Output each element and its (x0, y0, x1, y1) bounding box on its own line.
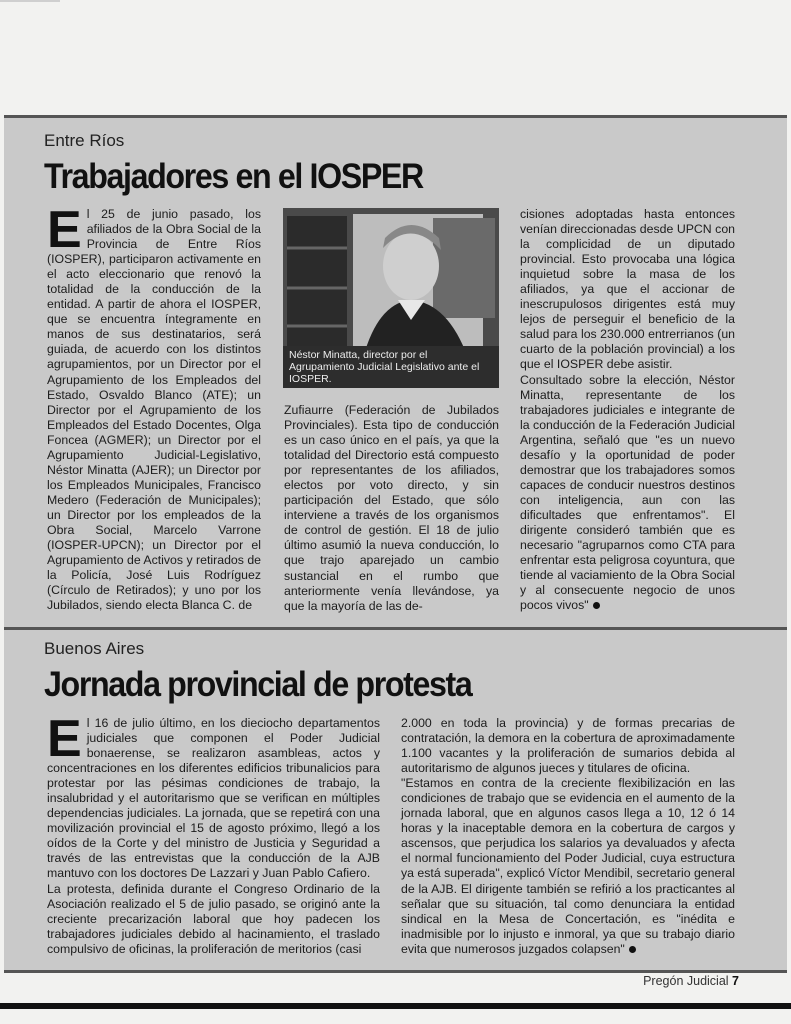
article1-col3-paragraph-1: cisiones adoptadas hasta entonces venían direccionadas desde UPCN con la complicidad de un diputado provincial. Esto provocaba una lógica inquietud sobre la masa de los afiliados, ya que el accionar de inescrupulosos dirigentes está muy lejos de perseguir el beneficio de la salud para los 230.000 entrerrianos (un cuarto de la población provincial) a los que el IOSPER debe asistir. (520, 207, 735, 372)
article2-headline: Jornada provincial de protesta (44, 665, 472, 704)
article1-headline: Trabajadores en el IOSPER (44, 157, 423, 196)
scan-edge-bar (0, 1003, 791, 1009)
publication-name: Pregón Judicial (643, 974, 729, 988)
article1-col2-text: Zufiaurre (Federación de Jubilados Provinciales). Esta tipo de conducción es un caso único en el país, ya que la totalidad del Directorio está compuesto por representantes de los afiliados, electos por voto directo, y sin participación del Estado, que sólo interviene a través de los organismos de control de gestión. El 18 de julio último asumió la nueva conducción, lo que trajo aparejado un cambio sustancial en el rumbo que anteriormente venía llevándose, ya que la mayoría de las de- (284, 403, 499, 613)
article1-column-3 (520, 207, 735, 613)
article2-column-1 (47, 710, 380, 957)
article1-photo (283, 208, 499, 388)
page-number: 7 (732, 974, 739, 988)
article1-column-2 (284, 403, 499, 614)
article1-col3-paragraph-2: Consultado sobre la elección, Néstor Minatta, representante de los trabajadores judiciales e integrante de la conducción de la Federación Judicial Argentina, señaló que "es un nuevo desafío y la oportunidad de poder demostrar que los trabajadores somos capaces de conducir nuestros destinos con inteligencia, aun con las dificultades que enfrentamos". El dirigente consideró también que es necesario "agruparnos como CTA para enfrentar esta peligrosa coyuntura, que tiende al vaciamiento de la Obra Social y al consecuente negocio de unos pocos vivos" (520, 372, 735, 613)
end-bullet-icon (593, 602, 600, 609)
article1-column-1 (47, 201, 261, 613)
article1-drop-cap: E (47, 201, 82, 259)
photo-caption: Néstor Minatta, director por el Agrupamiento Judicial Legislativo ante el IOSPER. (283, 346, 499, 388)
article2-column-2 (401, 716, 735, 957)
article1-col1-text: l 25 de junio pasado, los afiliados de la Obra Social de la Provincia de Entre Ríos (IOSPER), participaron activamente en el acto eleccionario que renovó la totalidad de la conducción de la entidad. A partir de ahora el IOSPER, que se encuentra íntegramente en manos de sus destinatarios, será guiada, de acuerdo con los distintos agrupamientos, por un Director por el Agrupamiento de los Empleados del Estado, Osvaldo Blanco (ATE); un Director por el Agrupamiento de los Empleados del Estado Docentes, Olga Foncea (AGMER); un Director por el Agrupamiento Judicial-Legislativo, Néstor Minatta (AJER); un Director por los Empleados Municipales, Francisco Medero (Federación de Municipales); un Director por los empleados de la Obra Social, Marcelo Varrone (IOSPER-UPCN); un Director por el Agrupamiento de Activos y retirados de la Policía, José Luis Rodríguez (Círculo de Retirados); y uno por los Jubilados, siendo electa Blanca C. de (47, 207, 261, 613)
page-edge-mark (0, 0, 60, 2)
article1-region: Entre Ríos (44, 131, 125, 150)
article2-col1-paragraph-2: La protesta, definida durante el Congreso Ordinario de la Asociación realizado el 5 de julio pasado, se originó ante la creciente precarización laboral que hoy padecen los trabajadores judiciales debido al hacinamiento, el traslado compulsivo de oficinas, la proliferación de meritorios (casi (47, 881, 380, 956)
bottom-rule (4, 970, 787, 973)
end-bullet-icon (629, 946, 636, 953)
article2-col1-paragraph-1: l 16 de julio último, en los dieciocho departamentos judiciales que componen el Poder Judicial bonaerense, se realizaron asambleas, actos y concentraciones en los diferentes edificios tribunalicios para protestar por las pésimas condiciones de trabajo, la insalubridad y el autoritarismo que se verifican en múltiples dependencias judiciales. La jornada, que se repetirá con una movilización provincial el 15 de agosto próximo, llegó a los oídos de la Corte y del ministro de Justicia y Seguridad a través de las entrevistas que la conducción de la AJB mantuvo con los doctores De Lazzari y Juan Pablo Cafiero. (47, 716, 380, 881)
article2-col2-paragraph-2: "Estamos en contra de la creciente flexibilización en las condiciones de trabajo que se evidencia en el aumento de la jornada laboral, que en algunos casos llega a 10, 12 ó 14 horas y la inaceptable demora en la cobertura de cargos y ascensos, que perjudica los salarios ya devaluados y afecta el normal funcionamiento del Poder Judicial, cuya estructura ya está superada", explicó Víctor Mendibil, secretario general de la AJB. El dirigente también se refirió a los practicantes al señalar que su situación, tal como denunciara la entidad sindical en la Mesa de Concertación, es "inédita e inadmisible por lo injusto e inmoral, ya que su trabajo diario evita que numerosos juzgados colapsen" (401, 776, 735, 956)
page-footer (643, 974, 739, 988)
article2-col2-paragraph-1: 2.000 en toda la provincia) y de formas precarias de contratación, la demora en la cobertura de aproximadamente 1.100 vacantes y la proliferación de sumarios debida al autoritarismo de algunos jueces y titulares de oficina. (401, 716, 735, 776)
article2-drop-cap: E (47, 710, 82, 768)
article2-region: Buenos Aires (44, 639, 145, 658)
